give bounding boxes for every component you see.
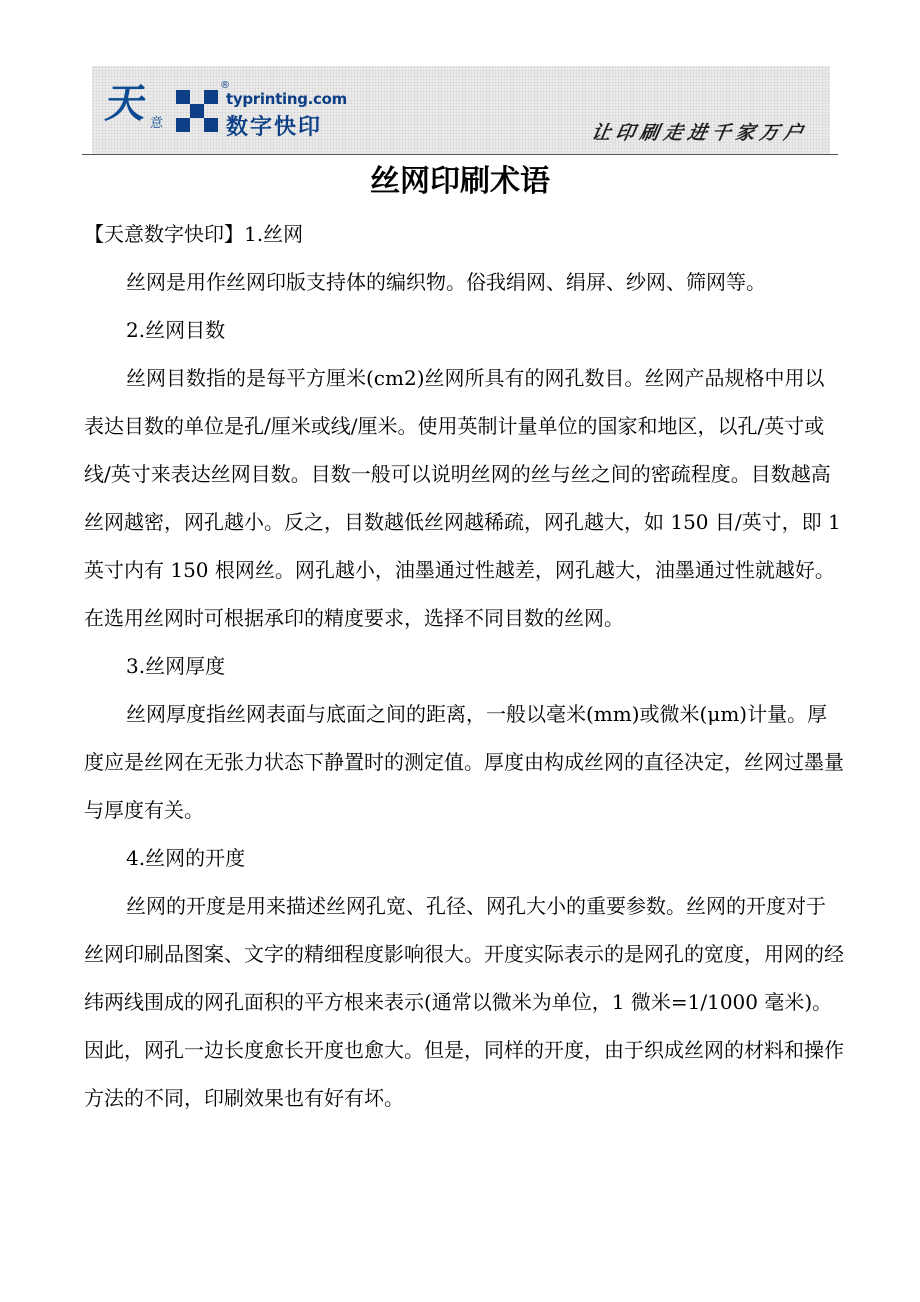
paragraph-mesh-opening: 丝网的开度是用来描述丝网孔宽、孔径、网孔大小的重要参数。丝网的开度对于丝网印刷品图案、文字的精细程度影响很大。开度实际表示的是网孔的宽度，用网的经纬两线围成的网孔面积的平方根来表示(通常以微米为单位，1 微米=1/1000 毫米)。因此，网孔一边长度愈长开度也愈大。但是，同样的开度，由于织成丝网的材料和操作方法的不同，印刷效果也有好有坏。: [84, 894, 844, 1110]
page-title: 丝网印刷术语: [370, 164, 550, 199]
heading-mesh-thickness: 3.丝网厚度: [126, 654, 226, 678]
header-slogan: 让印刷走进千家万户: [589, 122, 810, 144]
paragraph-mesh-thickness: 丝网厚度指丝网表面与底面之间的距离，一般以毫米(mm)或微米(μm)计量。厚度应是丝网在无张力状态下静置时的测定值。厚度由构成丝网的直径决定，丝网过墨量与厚度有关。: [84, 702, 844, 822]
logo-domain: typrinting.com: [226, 90, 347, 108]
heading-mesh-count: 2.丝网目数: [126, 318, 226, 342]
logo-yi-glyph: 意: [150, 116, 164, 131]
body-text: [84, 210, 844, 1122]
header-banner: [92, 66, 830, 154]
paragraph-mesh-count: 丝网目数指的是每平方厘米(cm2)丝网所具有的网孔数目。丝网产品规格中用以表达目数的单位是孔/厘米或线/厘米。使用英制计量单位的国家和地区，以孔/英寸或线/英寸来表达丝网目数。目数一般可以说明丝网的丝与丝之间的密疏程度。目数越高丝网越密，网孔越小。反之，目数越低丝网越稀疏，网孔越大，如 150 目/英寸，即 1 英寸内有 150 根网丝。网孔越小，油墨通过性越差，网孔越大，油墨通过性就越好。在选用丝网时可根据承印的精度要求，选择不同目数的丝网。: [84, 366, 841, 630]
paragraph-screen-definition: 丝网是用作丝网印版支持体的编织物。俗我绢网、绢屏、纱网、筛网等。: [126, 270, 766, 294]
heading-mesh-opening: 4.丝网的开度: [126, 846, 246, 870]
logo-tian-glyph: 天: [102, 81, 150, 127]
logo-chinese-name: 数字快印: [226, 115, 323, 140]
logo-checker-icon: [176, 90, 218, 132]
header-divider: [82, 154, 838, 155]
registered-mark: ®: [220, 80, 230, 91]
intro-heading: 【天意数字快印】1.丝网: [84, 222, 304, 246]
